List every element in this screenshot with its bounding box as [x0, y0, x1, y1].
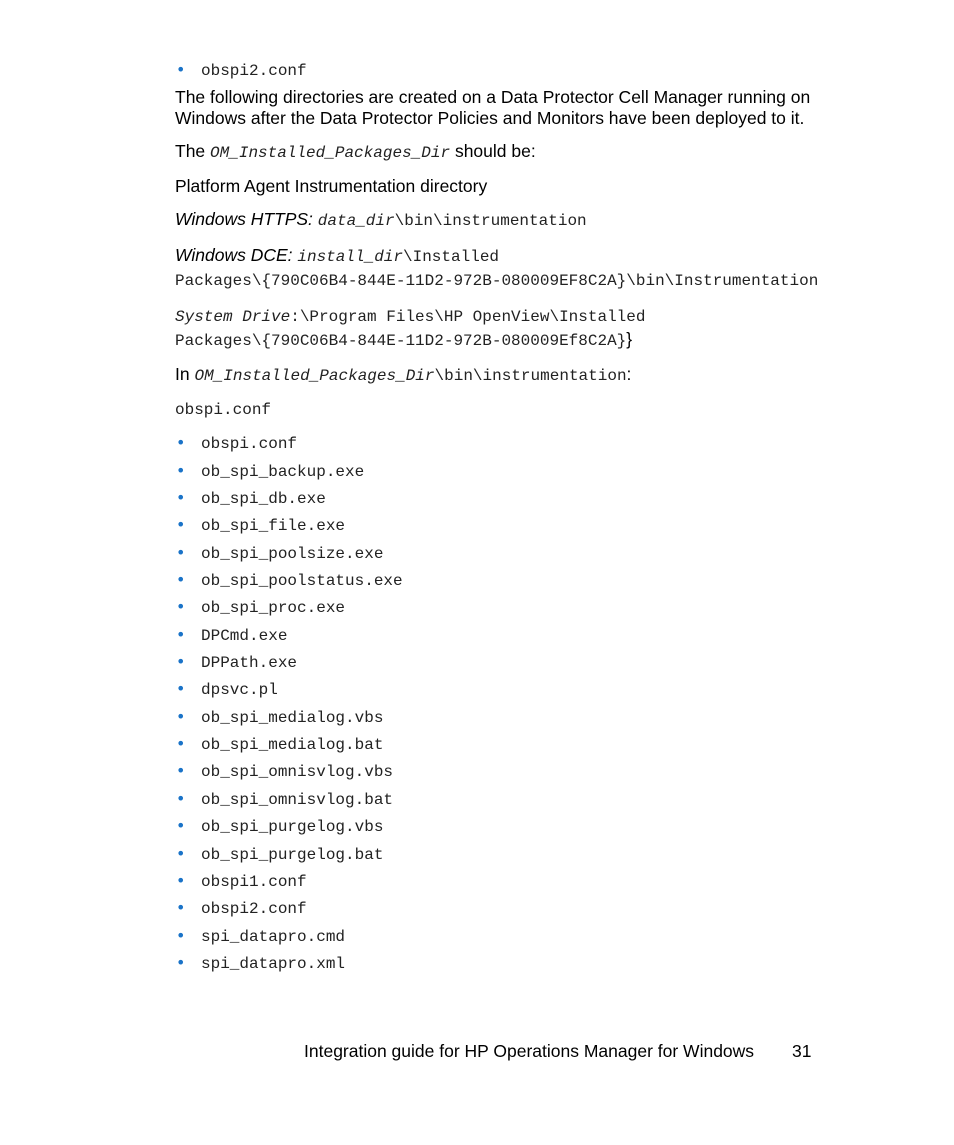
dir-line-suffix: should be:	[450, 141, 536, 162]
file-name: obspi1.conf	[201, 872, 307, 891]
file-name: ob_spi_omnisvlog.vbs	[201, 763, 394, 782]
bullet-icon: •	[176, 542, 186, 562]
system-drive-variable: System Drive	[175, 308, 291, 327]
page-number: 31	[792, 1041, 812, 1061]
file-name: spi_datapro.cmd	[201, 927, 346, 946]
list-item	[175, 652, 875, 679]
file-name: ob_spi_db.exe	[201, 490, 326, 509]
list-item	[175, 679, 875, 706]
list-item	[175, 543, 875, 570]
bullet-icon: •	[176, 679, 186, 699]
page-footer	[304, 1041, 812, 1062]
in-line-path: \bin\instrumentation	[434, 367, 627, 386]
file-name: spi_datapro.xml	[201, 954, 346, 973]
list-item	[175, 60, 875, 87]
obspi-label: obspi.conf	[175, 401, 272, 420]
list-item	[175, 707, 875, 734]
dce-path-2: Packages\{790C06B4-844E-11D2-972B-080009EF8C2A}\bin\Instrumentation	[175, 272, 819, 291]
list-item	[175, 898, 875, 925]
bullet-icon: •	[176, 624, 186, 644]
https-path: \bin\instrumentation	[394, 212, 587, 231]
list-item	[175, 926, 875, 953]
system-drive-path-1: :\Program Files\HP OpenView\Installed	[290, 308, 646, 327]
list-item	[175, 953, 875, 980]
list-item	[175, 570, 875, 597]
file-name: ob_spi_medialog.bat	[201, 736, 384, 755]
system-drive-line	[175, 304, 875, 352]
bullet-icon: •	[176, 515, 186, 535]
bullet-icon: •	[176, 460, 186, 480]
file-name: obspi2.conf	[201, 900, 307, 919]
bullet-icon: •	[176, 761, 186, 781]
file-name: ob_spi_file.exe	[201, 517, 346, 536]
bullet-icon: •	[176, 870, 186, 890]
bullet-icon: •	[176, 898, 186, 918]
dce-variable: install_dir	[297, 248, 403, 267]
file-name: ob_spi_medialog.vbs	[201, 708, 384, 727]
list-item	[175, 461, 875, 488]
file-name: obspi.conf	[201, 435, 298, 454]
intro-paragraph: The following directories are created on a Data Protector Cell Manager running on Windows after the Data Protector Policies and Monitors have been deployed to it.	[175, 87, 811, 129]
list-item	[175, 625, 875, 652]
dce-path-1: \Installed	[403, 248, 500, 267]
bullet-icon: •	[176, 488, 186, 508]
https-variable: data_dir	[317, 212, 395, 231]
list-item	[175, 816, 875, 843]
platform-label: Platform Agent Instrumentation directory	[175, 176, 488, 197]
bullet-icon: •	[176, 925, 186, 945]
bullet-icon: •	[176, 843, 186, 863]
in-line-variable: OM_Installed_Packages_Dir	[194, 367, 435, 386]
footer-title: Integration guide for HP Operations Manager for Windows	[304, 1041, 755, 1061]
file-list	[175, 433, 875, 980]
file-name: DPCmd.exe	[201, 626, 288, 645]
in-line	[175, 364, 875, 387]
bullet-icon: •	[176, 652, 186, 672]
dir-line-prefix: The	[175, 141, 211, 162]
dir-variable: OM_Installed_Packages_Dir	[210, 144, 451, 163]
bullet-icon: •	[176, 816, 186, 836]
top-bullet-list	[175, 60, 875, 87]
file-name: ob_spi_backup.exe	[201, 462, 365, 481]
file-name: ob_spi_purgelog.bat	[201, 845, 384, 864]
list-item	[175, 761, 875, 788]
dce-label: Windows DCE:	[175, 245, 298, 266]
list-item	[175, 597, 875, 624]
file-name: ob_spi_poolstatus.exe	[201, 572, 403, 591]
file-name: ob_spi_purgelog.vbs	[201, 818, 384, 837]
file-name: ob_spi_proc.exe	[201, 599, 346, 618]
dce-line	[175, 244, 875, 292]
bullet-icon: •	[176, 734, 186, 754]
bullet-icon: •	[176, 570, 186, 590]
in-line-prefix: In	[175, 364, 195, 385]
https-label: Windows HTTPS:	[175, 209, 318, 230]
list-item	[175, 433, 875, 460]
dir-line	[175, 141, 875, 164]
bullet-icon: •	[176, 706, 186, 726]
bullet-icon: •	[176, 952, 186, 972]
system-drive-path-2: Packages\{790C06B4-844E-11D2-972B-080009Ef8C2A}	[175, 332, 627, 351]
list-item	[175, 734, 875, 761]
list-item	[175, 515, 875, 542]
bullet-icon: •	[176, 788, 186, 808]
file-name: DPPath.exe	[201, 654, 298, 673]
file-name: obspi2.conf	[201, 62, 307, 80]
file-name: dpsvc.pl	[201, 681, 278, 700]
list-item	[175, 871, 875, 898]
file-name: ob_spi_omnisvlog.bat	[201, 790, 394, 809]
bullet-icon: •	[176, 60, 186, 79]
list-item	[175, 844, 875, 871]
list-item	[175, 789, 875, 816]
https-line	[175, 209, 875, 232]
bullet-icon: •	[176, 433, 186, 453]
bullet-icon: •	[176, 597, 186, 617]
list-item	[175, 488, 875, 515]
file-name: ob_spi_poolsize.exe	[201, 544, 384, 563]
system-drive-close: }	[626, 329, 633, 350]
in-line-suffix: :	[626, 364, 632, 385]
document-body	[175, 60, 875, 980]
